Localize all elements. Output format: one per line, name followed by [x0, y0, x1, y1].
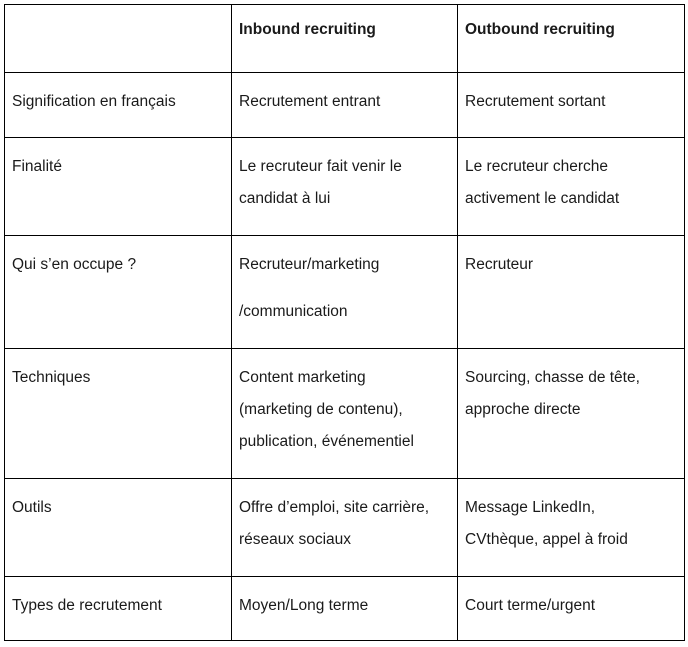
outbound-cell: [458, 73, 685, 138]
cell-line: publication, événementiel: [239, 433, 414, 450]
outbound-cell: [458, 479, 685, 577]
outbound-cell: [458, 138, 685, 236]
outbound-cell: [458, 349, 685, 479]
outbound-cell: [458, 236, 685, 349]
cell-line: CVthèque, appel à froid: [465, 531, 628, 548]
row-label: Types de recrutement: [5, 577, 232, 641]
cell-line: candidat à lui: [239, 190, 331, 207]
cell-line: activement le candidat: [465, 190, 620, 207]
header-corner-cell: [5, 5, 232, 73]
row-label: Techniques: [5, 349, 232, 479]
header-inbound: Inbound recruiting: [232, 5, 458, 73]
table-row: [5, 138, 685, 236]
cell-line: réseaux sociaux: [239, 531, 352, 548]
cell-line: Offre d’emploi, site carrière,: [239, 499, 430, 516]
table-row: [5, 479, 685, 577]
inbound-cell: [232, 577, 458, 641]
cell-line: Content marketing: [239, 369, 366, 386]
cell-line: Recrutement entrant: [239, 93, 381, 110]
table-header-row: [5, 5, 685, 73]
cell-line: Message LinkedIn,: [465, 499, 596, 516]
table-row: [5, 236, 685, 349]
table-row: [5, 577, 685, 641]
row-label: Outils: [5, 479, 232, 577]
header-outbound: Outbound recruiting: [458, 5, 685, 73]
row-label: Signification en français: [5, 73, 232, 138]
cell-line: approche directe: [465, 401, 581, 418]
row-label: Finalité: [5, 138, 232, 236]
comparison-table: [4, 4, 685, 641]
inbound-cell: [232, 349, 458, 479]
cell-line: Recrutement sortant: [465, 93, 606, 110]
inbound-cell: [232, 73, 458, 138]
table-row: [5, 349, 685, 479]
cell-line: Recruteur: [465, 256, 534, 273]
cell-line: Court terme/urgent: [465, 597, 596, 614]
table-row: [5, 73, 685, 138]
cell-line: Sourcing, chasse de tête,: [465, 369, 640, 386]
cell-line: Le recruteur cherche: [465, 158, 609, 175]
cell-line: Moyen/Long terme: [239, 597, 369, 614]
inbound-cell: [232, 236, 458, 349]
outbound-cell: [458, 577, 685, 641]
cell-line: Recruteur/marketing: [239, 256, 380, 273]
cell-line: /communication: [239, 303, 348, 320]
inbound-cell: [232, 138, 458, 236]
inbound-cell: [232, 479, 458, 577]
cell-line: (marketing de contenu),: [239, 401, 403, 418]
cell-line: Le recruteur fait venir le: [239, 158, 402, 175]
row-label: Qui s’en occupe ?: [5, 236, 232, 349]
